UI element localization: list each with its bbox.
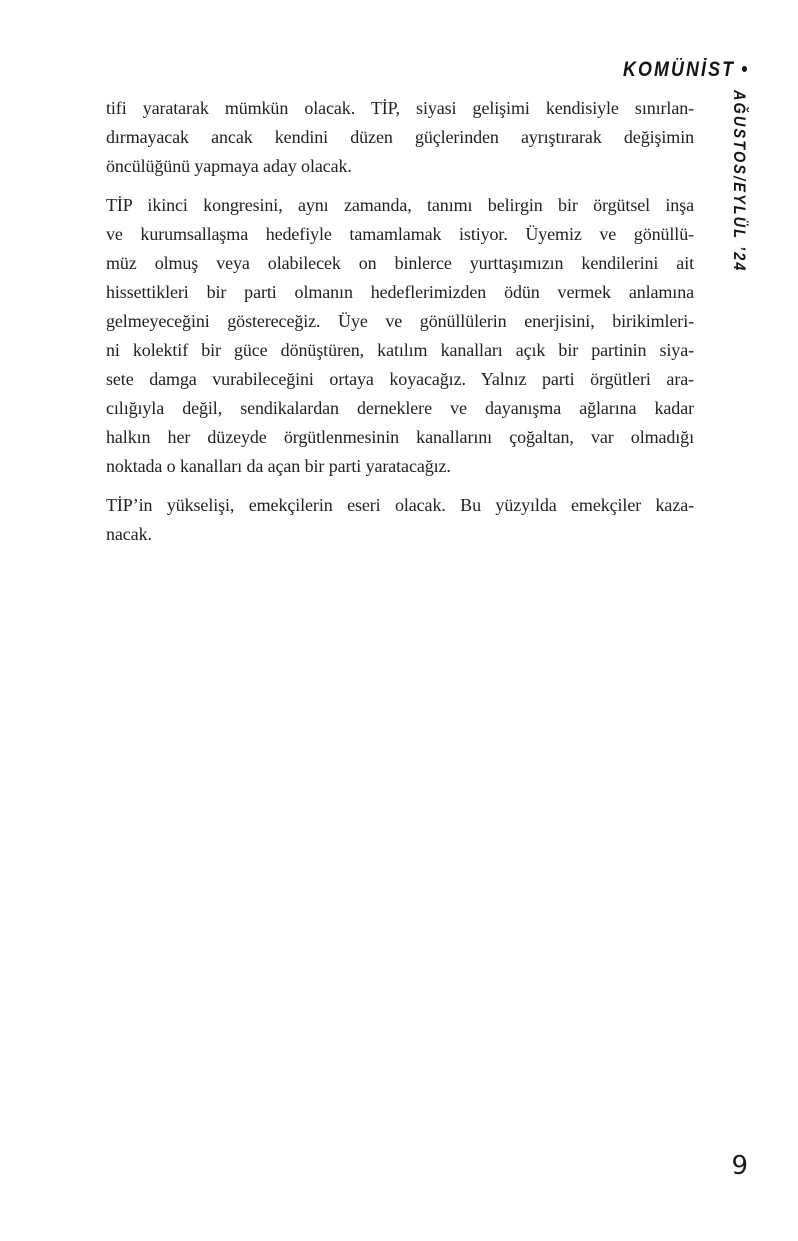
text-line: ve kurumsallaşma hedefiyle tamamlamak istiyor. Üyemiz ve gönüllü- <box>106 224 694 244</box>
text-line: sete damga vurabileceğini ortaya koyacağız. Yalnız parti örgütleri ara- <box>106 369 694 389</box>
text-line: noktada o kanalları da açan bir parti yaratacağız. <box>106 456 451 476</box>
text-line: hissettikleri bir parti olmanın hedeflerimizden ödün vermek anlamına <box>106 282 694 302</box>
paragraph <box>106 191 694 481</box>
text-line: nacak. <box>106 524 152 544</box>
paragraph <box>106 94 694 181</box>
text-line: dırmayacak ancak kendini düzen güçlerinden ayrıştırarak değişimin <box>106 127 694 147</box>
page-number: 9 <box>731 1151 748 1181</box>
article-body <box>106 94 694 559</box>
text-line: TİP’in yükselişi, emekçilerin eseri olacak. Bu yüzyılda emekçiler kaza- <box>106 495 694 515</box>
text-line: tifi yaratarak mümkün olacak. TİP, siyasi gelişimi kendisiyle sınırlan- <box>106 98 694 118</box>
text-line: müz olmuş veya olabilecek on binlerce yurttaşımızın kendilerini ait <box>106 253 694 273</box>
magazine-title: KOMÜNİST <box>622 58 735 81</box>
bullet-separator-icon: • <box>740 58 747 81</box>
masthead <box>623 58 747 82</box>
paragraph <box>106 491 694 549</box>
text-line: ni kolektif bir güce dönüştüren, katılım kanalları açık bir partinin siya- <box>106 340 694 360</box>
text-line: cılığıyla değil, sendikalardan derneklere ve dayanışma ağlarına kadar <box>106 398 694 418</box>
text-line: TİP ikinci kongresini, aynı zamanda, tanımı belirgin bir örgütsel inşa <box>106 195 694 215</box>
text-line: halkın her düzeyde örgütlenmesinin kanallarını çoğaltan, var olmadığı <box>106 427 694 447</box>
issue-date-vertical-label: AĞUSTOS/EYLÜL ’24 <box>730 90 749 273</box>
text-line: öncülüğünü yapmaya aday olacak. <box>106 156 352 176</box>
text-line: gelmeyeceğini göstereceğiz. Üye ve gönüllülerin enerjisini, birikimleri- <box>106 311 694 331</box>
